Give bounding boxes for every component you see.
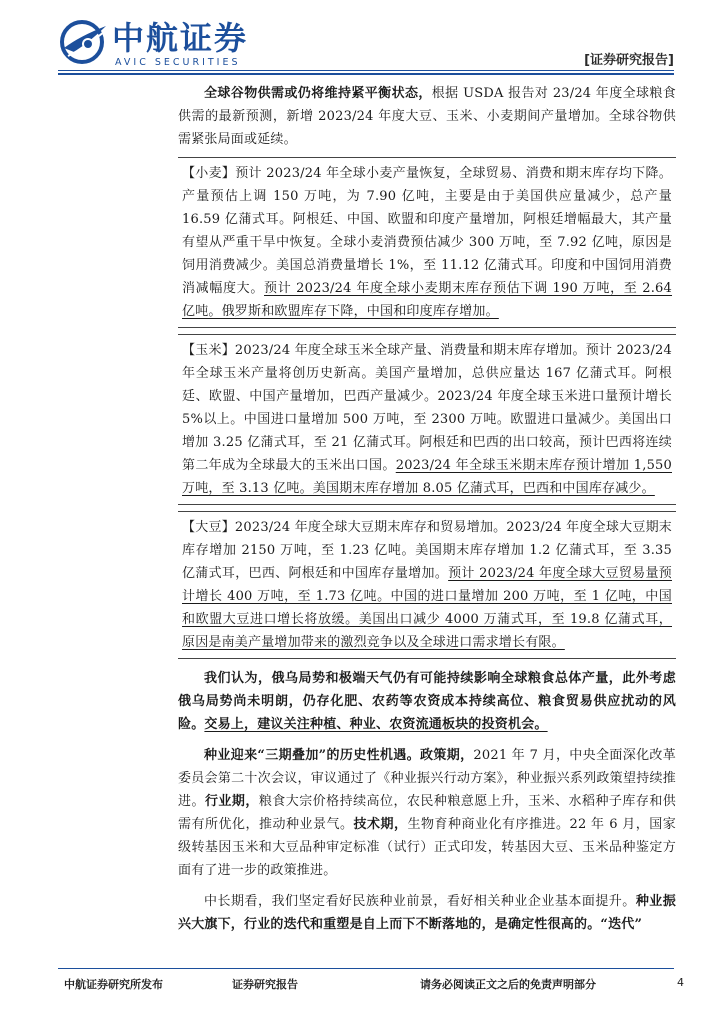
footer-disclaimer: 请务必阅读正文之后的免责声明部分 bbox=[420, 978, 596, 991]
soy-box bbox=[178, 511, 676, 659]
intro-lead: 全球谷物供需或仍将维持紧平衡状态， bbox=[204, 86, 432, 101]
seed-tech-text: 生物育种商业化有序推进。22 年 6 月，国家级转基因玉米和大豆品种审定标准（试行）正式印发，转基因大豆、玉米品种鉴定方面有了进一步的政策推进。 bbox=[178, 817, 676, 878]
header-divider bbox=[58, 70, 674, 71]
longterm-bold: 种业振兴大旗下，行业的迭代和重塑是自上而下不断落地的，是确定性很高的。“迭代” bbox=[178, 894, 676, 932]
page-number: 4 bbox=[677, 976, 684, 989]
report-type-tag: [证券研究报告] bbox=[584, 53, 674, 68]
main-content bbox=[178, 80, 676, 936]
brand-name-en: AVIC SECURITIES bbox=[115, 57, 241, 68]
header-divider-thick bbox=[58, 73, 674, 75]
seed-industry-text: 粮食大宗价格持续高位，农民种粮意愿上升，玉米、水稻种子库存和供需有所优化，推动种业景气。 bbox=[178, 794, 676, 832]
intro-text: 根据 USDA 报告对 23/24 年度全球粮食供需的最新预测，新增 2023/24 年度大豆、玉米、小麦期间产量增加。全球谷物供需紧张局面或延续。 bbox=[178, 86, 676, 147]
longterm-paragraph bbox=[178, 890, 676, 936]
opinion-paragraph bbox=[178, 667, 676, 736]
soy-text: 【大豆】2023/24 年度全球大豆期末库存和贸易增加。2023/24 年度全球大豆期末库存增加 2150 万吨，至 1.23 亿吨。美国期末库存增加 1.2 亿蒲式耳，至 3.35 亿蒲式耳，巴西、阿根廷和中国库存量增加。 bbox=[182, 520, 672, 581]
seed-paragraph bbox=[178, 744, 676, 882]
wheat-paragraph bbox=[178, 162, 676, 323]
corn-paragraph bbox=[178, 339, 676, 500]
corn-underlined: 2023/24 年全球玉米期末库存预计增加 1,550 万吨，至 3.13 亿吨。美国期末库存增加 8.05 亿蒲式耳，巴西和中国库存减少。 bbox=[182, 458, 672, 496]
wheat-underlined: 预计 2023/24 年度全球小麦期末库存预估下调 190 万吨，至 2.64 亿吨。俄罗斯和欧盟库存下降，中国和印度库存增加。 bbox=[182, 281, 673, 319]
page-header bbox=[0, 0, 724, 80]
seed-policy-label: 政策期， bbox=[420, 748, 474, 763]
soy-paragraph bbox=[178, 516, 676, 654]
wheat-box bbox=[178, 157, 676, 328]
brand-name-cn: 中航证券 bbox=[112, 19, 249, 57]
footer-divider bbox=[58, 968, 674, 969]
seed-tech-label: 技术期， bbox=[353, 817, 408, 832]
opinion-underlined: 交易上，建议关注种植、种业、农资流通板块的投资机会。 bbox=[204, 717, 548, 732]
page-footer bbox=[0, 960, 724, 1000]
opinion-text: 我们认为，俄乌局势和极端天气仍有可能持续影响全球粮食总体产量，此外考虑俄乌局势尚未明朗，仍存化肥、农药等农资成本持续高位、粮食贸易供应扰动的风险。 bbox=[178, 671, 676, 732]
corn-text: 【玉米】2023/24 年度全球玉米全球产量、消费量和期末库存增加。预计 2023/24 年全球玉米产量将创历史新高。美国产量增加，总供应量达 167 亿蒲式耳。阿根廷、欧盟、中国产量增加，巴西产量减少。2023/24 年度全球玉米进口量预计增长 5%以上。中国进口量增加 500 万吨，至 2300 万吨。欧盟进口量减少。美国出口增加 3.25 亿蒲式耳，至 21 亿蒲式耳。阿根廷和巴西的出口较高，预计巴西将连续第二年成为全球最大的玉米出口国。 bbox=[182, 343, 672, 473]
intro-paragraph bbox=[178, 82, 676, 151]
wheat-text: 【小麦】预计 2023/24 年全球小麦产量恢复，全球贸易、消费和期末库存均下降。产量预估上调 150 万吨，为 7.90 亿吨，主要是由于美国供应量减少，总产量 16.59 亿蒲式耳。阿根廷、中国、欧盟和印度产量增加，阿根廷增幅最大，其产量有望从严重干旱中恢复。全球小麦消费预估减少 300 万吨，至 7.92 亿吨，原因是饲用消费减少。美国总消费量增长 1%，至 11.12 亿蒲式耳。印度和中国饲用消费消减幅度大。 bbox=[182, 166, 672, 296]
footer-publisher: 中航证券研究所发布 bbox=[64, 978, 163, 991]
soy-underlined: 预计 2023/24 年度全球大豆贸易量预计增长 400 万吨，至 1.73 亿吨。中国的进口量增加 200 万吨，至 1 亿吨，中国和欧盟大豆进口增长将放缓。美国出口减少 4000 万蒲式耳，至 19.8 亿蒲式耳，原因是南美产量增加带来的激烈竞争以及全球进口需求增长有限。 bbox=[182, 566, 672, 650]
footer-report-type: 证券研究报告 bbox=[232, 978, 298, 991]
longterm-text: 中长期看，我们坚定看好民族种业前景，看好相关种业企业基本面提升。 bbox=[204, 894, 636, 909]
seed-lead: 种业迎来“三期叠加”的历史性机遇。 bbox=[204, 748, 420, 763]
seed-policy-text: 2021 年 7 月，中央全面深化改革委员会第二十次会议，审议通过了《种业振兴行动方案》，种业振兴系列政策望持续推进。 bbox=[178, 748, 676, 809]
company-logo bbox=[58, 18, 258, 68]
avic-logo-icon bbox=[58, 18, 110, 64]
corn-box bbox=[178, 334, 676, 505]
seed-industry-label: 行业期， bbox=[204, 794, 259, 809]
